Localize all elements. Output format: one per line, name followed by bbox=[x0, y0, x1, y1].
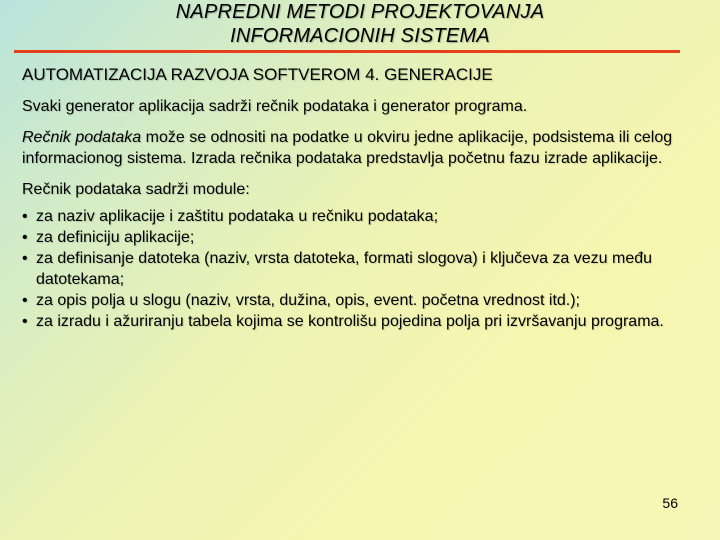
slide-title bbox=[0, 0, 720, 48]
slide-title-line-1: NAPREDNI METODI PROJEKTOVANJA bbox=[175, 1, 545, 23]
title-divider bbox=[14, 50, 680, 53]
list-item bbox=[22, 311, 692, 332]
list-item-text: za naziv aplikacije i zaštitu podataka u rečniku podataka; bbox=[36, 208, 439, 225]
page-number: 56 bbox=[662, 495, 678, 511]
paragraph-data-dictionary bbox=[22, 127, 692, 169]
list-item-text: za izradu i ažuriranju tabela kojima se kontrolišu pojedina polja pri izvršavanju programa. bbox=[36, 313, 664, 330]
paragraph-data-dictionary-text: može se odnositi na podatke u okviru jedne aplikacije, podsistema ili celog informacionog sistema. Izrada rečnika podataka predstavlja početnu fazu izrade aplikacije. bbox=[22, 129, 673, 167]
bullet-icon: • bbox=[22, 229, 28, 246]
list-item bbox=[22, 227, 692, 248]
bullet-icon: • bbox=[22, 313, 28, 330]
list-item-text: za opis polja u slogu (naziv, vrsta, dužina, opis, event. početna vrednost itd.); bbox=[36, 292, 580, 309]
list-item bbox=[22, 248, 692, 290]
list-item bbox=[22, 206, 692, 227]
modules-list bbox=[22, 206, 692, 332]
term-data-dictionary: Rečnik podataka bbox=[22, 129, 142, 146]
slide-subtitle: AUTOMATIZACIJA RAZVOJA SOFTVEROM 4. GENERACIJE bbox=[22, 65, 493, 84]
bullet-icon: • bbox=[22, 250, 28, 267]
list-item bbox=[22, 290, 692, 311]
paragraph-generator: Svaki generator aplikacija sadrži rečnik podataka i generator programa. bbox=[22, 98, 528, 115]
list-item-text: za definiciju aplikacije; bbox=[36, 229, 195, 246]
slide-body bbox=[22, 96, 692, 332]
slide-title-line-2: INFORMACIONIH SISTEMA bbox=[230, 25, 490, 47]
bullet-icon: • bbox=[22, 292, 28, 309]
list-item-text: za definisanje datoteka (naziv, vrsta datoteka, formati slogova) i ključeva za vezu među datotekama; bbox=[36, 250, 653, 288]
paragraph-modules-intro: Rečnik podataka sadrži module: bbox=[22, 181, 250, 198]
bullet-icon: • bbox=[22, 208, 28, 225]
